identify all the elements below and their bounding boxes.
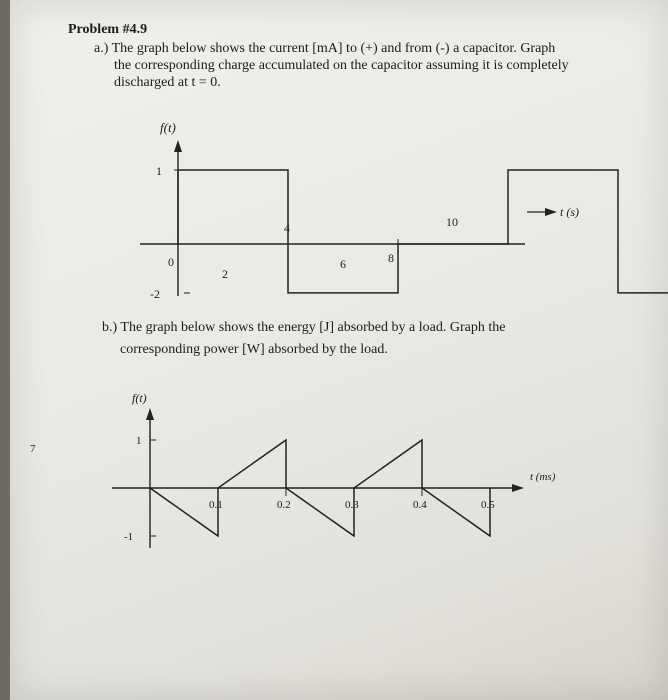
x-tick-label: 0.4 <box>413 499 427 511</box>
x-tick-label: 10 <box>446 215 458 229</box>
y-tick-label: -2 <box>150 287 160 301</box>
x-axis-arrow <box>512 484 524 492</box>
y-tick-label: 1 <box>136 435 142 447</box>
x-tick-label: 0.2 <box>277 499 291 511</box>
part-a-text-line-1: a.) The graph below shows the current [mA] to (+) and from (-) a capacitor. Graph <box>94 41 556 56</box>
part-b-text-line-1: b.) The graph below shows the energy [J] absorbed by a load. Graph the <box>102 320 506 335</box>
y-tick-label: 1 <box>156 164 162 178</box>
part-a-text-line-3: discharged at t = 0. <box>114 75 221 90</box>
x-tick-label: 4 <box>284 221 290 235</box>
problem-title: Problem #4.9 <box>68 22 148 37</box>
x-tick-label: 6 <box>340 257 346 271</box>
x-tick-label: 2 <box>222 267 228 281</box>
x-axis-label: t (ms) <box>530 471 556 483</box>
x-tick-label: 8 <box>388 251 394 265</box>
part-b-text-line-2: corresponding power [W] absorbed by the load. <box>120 342 388 357</box>
x-tick-label: 0.1 <box>209 499 223 511</box>
x-tick-label: 0.3 <box>345 499 359 511</box>
x-tick-label: 0 <box>168 255 174 269</box>
x-tick-label: 0.5 <box>481 499 495 511</box>
page-mark: 7 <box>30 443 36 455</box>
y-axis-label: f(t) <box>132 391 147 405</box>
y-axis-arrow <box>146 408 154 420</box>
y-tick-label: -1 <box>124 531 134 543</box>
part-a-text-line-2: the corresponding charge accumulated on the capacitor assuming it is completely <box>114 58 569 73</box>
x-axis-label: t (s) <box>560 205 579 219</box>
y-axis-label: f(t) <box>160 120 176 135</box>
